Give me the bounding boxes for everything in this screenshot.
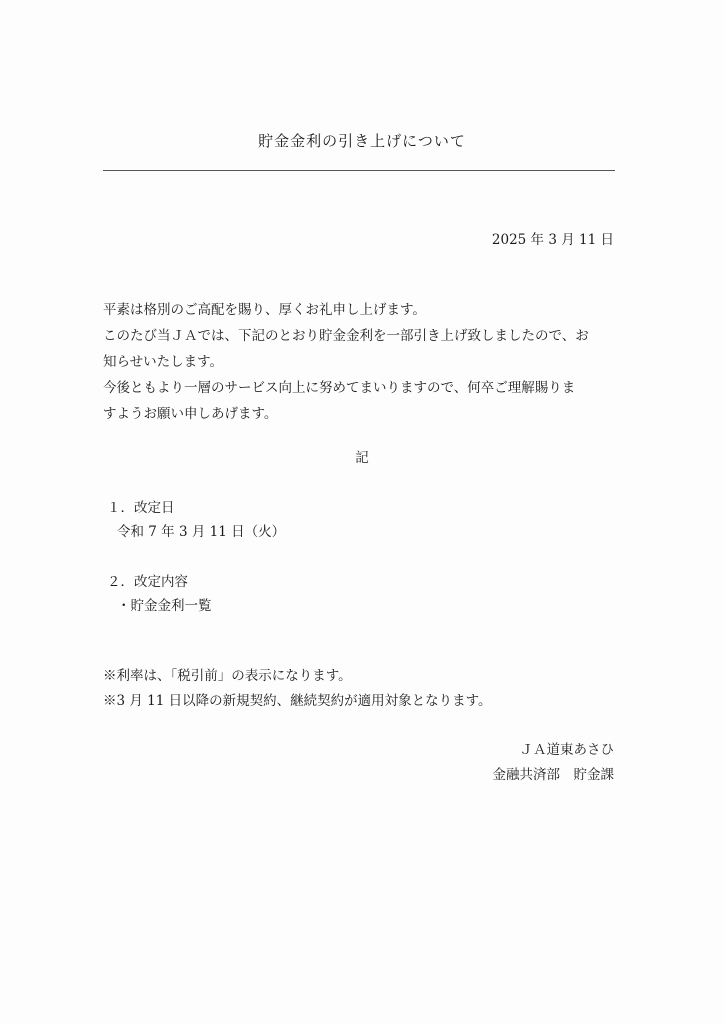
revision-content-heading: ２．改定内容 bbox=[107, 574, 188, 590]
revision-date-value: 令和 7 年 3 月 11 日（火） bbox=[117, 524, 286, 540]
revision-content-value: ・貯金金利一覧 bbox=[117, 598, 212, 614]
note-rate-pretax: ※利率は、「税引前」の表示になります。 bbox=[103, 668, 352, 684]
body-line: 平素は格別のご高配を賜り、厚くお礼申し上げます。 bbox=[103, 302, 426, 318]
document-date: 2025 年 3 月 11 日 bbox=[491, 232, 614, 248]
body-line: すようお願い申しあげます。 bbox=[103, 406, 278, 422]
ki-heading: 記 bbox=[355, 450, 369, 466]
note-applicable-contracts: ※3 月 11 日以降の新規契約、継続契約が適用対象となります。 bbox=[103, 693, 492, 709]
document-title: 貯金金利の引き上げについて bbox=[258, 132, 466, 150]
body-line: 今後ともより一層のサービス向上に努めてまいりますので、何卒ご理解賜りま bbox=[103, 380, 576, 396]
sender-organization: ＪＡ道東あさひ bbox=[519, 742, 614, 758]
sender-department: 金融共済部 貯金課 bbox=[492, 767, 614, 783]
body-line: このたび当ＪＡでは、下記のとおり貯金金利を一部引き上げ致しましたので、お bbox=[103, 328, 589, 344]
greeting-body bbox=[103, 297, 618, 427]
title-underline bbox=[103, 170, 615, 171]
body-line: 知らせいたします。 bbox=[103, 354, 224, 370]
revision-date-heading: １．改定日 bbox=[107, 500, 175, 516]
